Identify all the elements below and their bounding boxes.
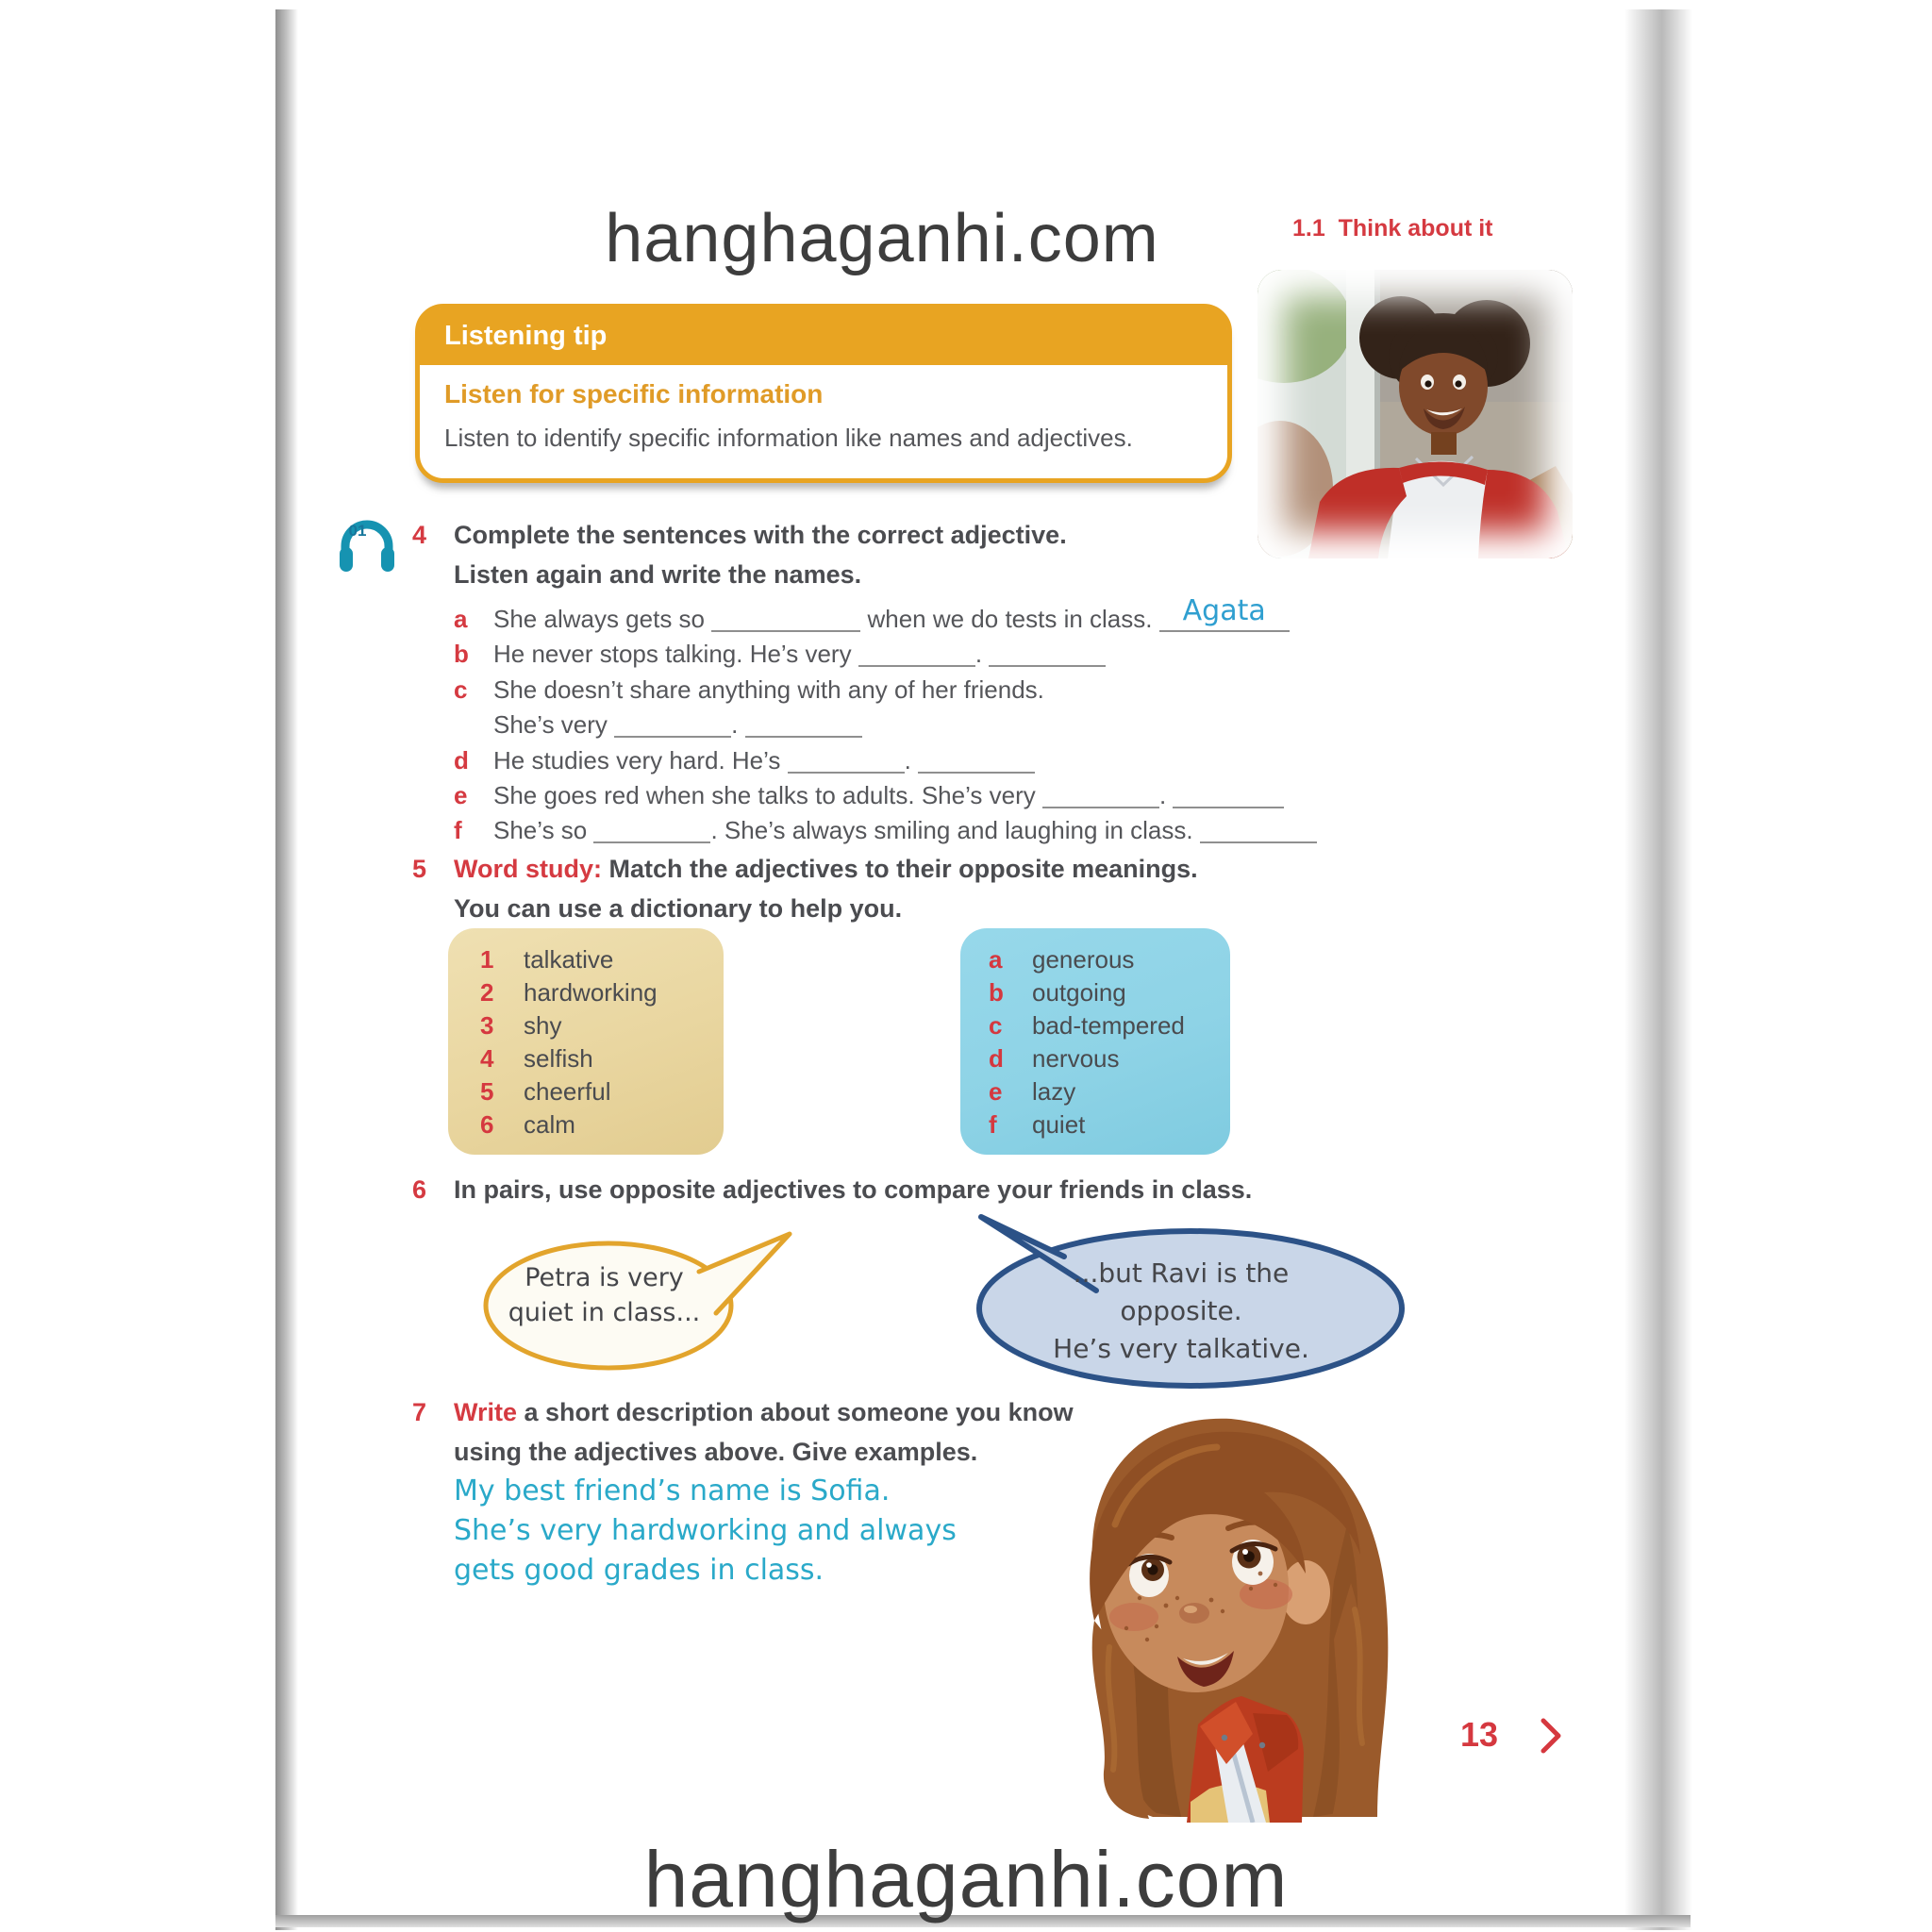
word-label: hardworking — [524, 977, 658, 1007]
sentence-text: She’s very — [493, 710, 615, 740]
word-item — [989, 1108, 1230, 1141]
listening-tip-text: Listen to identify specific information like names and adjectives. — [444, 424, 1133, 452]
sentence-text: . She’s always smiling and laughing in class. — [710, 816, 1200, 845]
word-label: generous — [1032, 945, 1135, 974]
listening-tip-body — [420, 365, 1227, 453]
text-line: quiet in class... — [508, 1298, 701, 1327]
word-label: lazy — [1032, 1076, 1076, 1106]
exercise7-instruction-line1 — [454, 1398, 1074, 1427]
word-label: shy — [524, 1010, 562, 1040]
watermark-bottom: hanghaganhi.com — [643, 1835, 1289, 1924]
text-line: ...but Ravi is the opposite. — [1073, 1257, 1290, 1326]
lesson-tag: 1.1 Think about it — [1292, 215, 1493, 242]
answer-blank — [614, 711, 731, 738]
word-label: selfish — [524, 1043, 593, 1073]
sentence-text: . — [731, 710, 745, 740]
word-key: 6 — [480, 1109, 494, 1139]
answer-blank — [745, 711, 862, 738]
listening-tip-box — [415, 304, 1232, 483]
sentence-text: He never stops talking. He’s very — [493, 640, 858, 669]
answer-blank — [1042, 782, 1159, 808]
sentence-row — [454, 813, 1317, 848]
text-line: He’s very talkative. — [1053, 1333, 1309, 1364]
word-item — [480, 1108, 724, 1141]
exercise5-title: Word study: — [454, 855, 609, 883]
word-item — [480, 1075, 724, 1108]
girl-cartoon-illustration — [1066, 1411, 1398, 1823]
answer-blank — [989, 641, 1106, 667]
page-number: 13 — [1460, 1715, 1499, 1754]
headphones-icon — [334, 509, 400, 575]
sentence-text: She doesn’t share anything with any of her friends. — [493, 675, 1044, 704]
exercise5-instruction-text: Match the adjectives to their opposite meanings. — [608, 855, 1198, 883]
sentence-row — [454, 637, 1317, 672]
exercise7-instruction-line2: using the adjectives above. Give examples. — [454, 1438, 978, 1466]
exercise4-instruction — [454, 521, 1067, 590]
sentence-text: She goes red when she talks to adults. She’s very — [493, 781, 1042, 810]
sentence-text: . — [974, 640, 990, 669]
word-item — [480, 943, 724, 976]
word-key: 3 — [480, 1010, 494, 1040]
adjective-box-right — [960, 928, 1230, 1155]
speech-bubble-right-text — [1021, 1255, 1341, 1368]
word-item — [480, 976, 724, 1009]
word-key: f — [989, 1109, 997, 1139]
exercise7-title: Write — [454, 1398, 525, 1426]
watermark-top: hanghaganhi.com — [605, 201, 1159, 276]
photo-soft-edge — [1257, 270, 1573, 558]
word-key: d — [989, 1043, 1004, 1073]
sentence-text: She’s so — [493, 816, 594, 845]
text-line: Petra is very — [525, 1263, 684, 1292]
exercise4-number: 4 — [412, 521, 427, 549]
sentence-row — [454, 593, 1317, 637]
answer-blank — [1200, 817, 1317, 843]
word-key: 1 — [480, 945, 494, 974]
page-right-edge-shadow — [1624, 9, 1692, 1930]
text-line: She’s very hardworking and always — [454, 1514, 957, 1547]
answer-blank — [788, 747, 905, 774]
exercise5-instruction-line1 — [454, 855, 1198, 884]
adjective-box-left — [448, 928, 724, 1155]
answer-blank — [711, 606, 860, 632]
sentence-row — [454, 708, 1317, 742]
sentence-letter: e — [454, 781, 468, 810]
exercise4-instruction-line1: Complete the sentences with the correct adjective. — [454, 521, 1067, 549]
sentence-letter: c — [454, 675, 468, 704]
listening-tip-subtitle: Listen for specific information — [444, 379, 824, 408]
word-key: 4 — [480, 1043, 494, 1073]
word-label: outgoing — [1032, 977, 1126, 1007]
word-item — [989, 976, 1230, 1009]
exercise7-instruction-text: a short description about someone you know — [524, 1398, 1074, 1426]
exercise7-number: 7 — [412, 1398, 427, 1426]
word-label: talkative — [524, 945, 614, 974]
word-item — [989, 943, 1230, 976]
exercise5-instruction-line2: You can use a dictionary to help you. — [454, 894, 903, 923]
photo-smiling-schoolgirl — [1257, 270, 1573, 558]
audio-track-badge: 01 — [348, 522, 367, 540]
exercise4-instruction-line2: Listen again and write the names. — [454, 560, 862, 589]
sentence-row — [454, 743, 1317, 778]
word-key: 5 — [480, 1076, 494, 1106]
exercise5-number: 5 — [412, 855, 427, 883]
word-item — [480, 1009, 724, 1042]
sentence-letter: f — [454, 816, 462, 845]
sentence-text: . — [1158, 781, 1174, 810]
sentence-letter: a — [454, 605, 468, 633]
word-label: calm — [524, 1109, 575, 1139]
speech-bubble-left-text — [508, 1260, 701, 1330]
word-key: b — [989, 977, 1004, 1007]
answer-blank — [918, 747, 1035, 774]
sentence-letter: d — [454, 745, 469, 774]
chevron-right-icon — [1540, 1717, 1564, 1755]
word-label: quiet — [1032, 1109, 1086, 1139]
sentence-text: She always gets so — [493, 605, 712, 633]
word-item — [989, 1042, 1230, 1075]
word-key: 2 — [480, 977, 494, 1007]
word-key: c — [989, 1010, 1003, 1040]
word-key: a — [989, 945, 1003, 974]
word-item — [480, 1042, 724, 1075]
listening-tip-title: Listening tip — [420, 308, 1227, 365]
word-key: e — [989, 1076, 1003, 1106]
exercise6-number: 6 — [412, 1175, 427, 1204]
word-item — [989, 1075, 1230, 1108]
word-item — [989, 1009, 1230, 1042]
sentence-letter: b — [454, 640, 469, 669]
answer-blank — [858, 641, 975, 667]
exercise7-instruction — [454, 1398, 1074, 1467]
text-line: gets good grades in class. — [454, 1554, 824, 1587]
answer-blank — [1159, 593, 1290, 632]
exercise7-sample-answer — [454, 1472, 957, 1591]
sentence-text: . — [904, 745, 919, 774]
handwritten-answer: Agata — [1182, 593, 1266, 627]
sentence-row — [454, 778, 1317, 813]
sentence-row — [454, 673, 1317, 708]
exercise4-sentence-list — [454, 593, 1317, 849]
answer-blank — [593, 817, 710, 843]
word-label: nervous — [1032, 1043, 1120, 1073]
page-left-edge-shadow — [275, 9, 298, 1930]
text-line: My best friend’s name is Sofia. — [454, 1474, 891, 1507]
word-label: cheerful — [524, 1076, 611, 1106]
sentence-text: when we do tests in class. — [860, 605, 1159, 633]
exercise5-instruction — [454, 855, 1198, 924]
exercise6-instruction: In pairs, use opposite adjectives to compare your friends in class. — [454, 1175, 1253, 1204]
word-label: bad-tempered — [1032, 1010, 1185, 1040]
answer-blank — [1173, 782, 1284, 808]
sentence-text: He studies very hard. He’s — [493, 745, 788, 774]
